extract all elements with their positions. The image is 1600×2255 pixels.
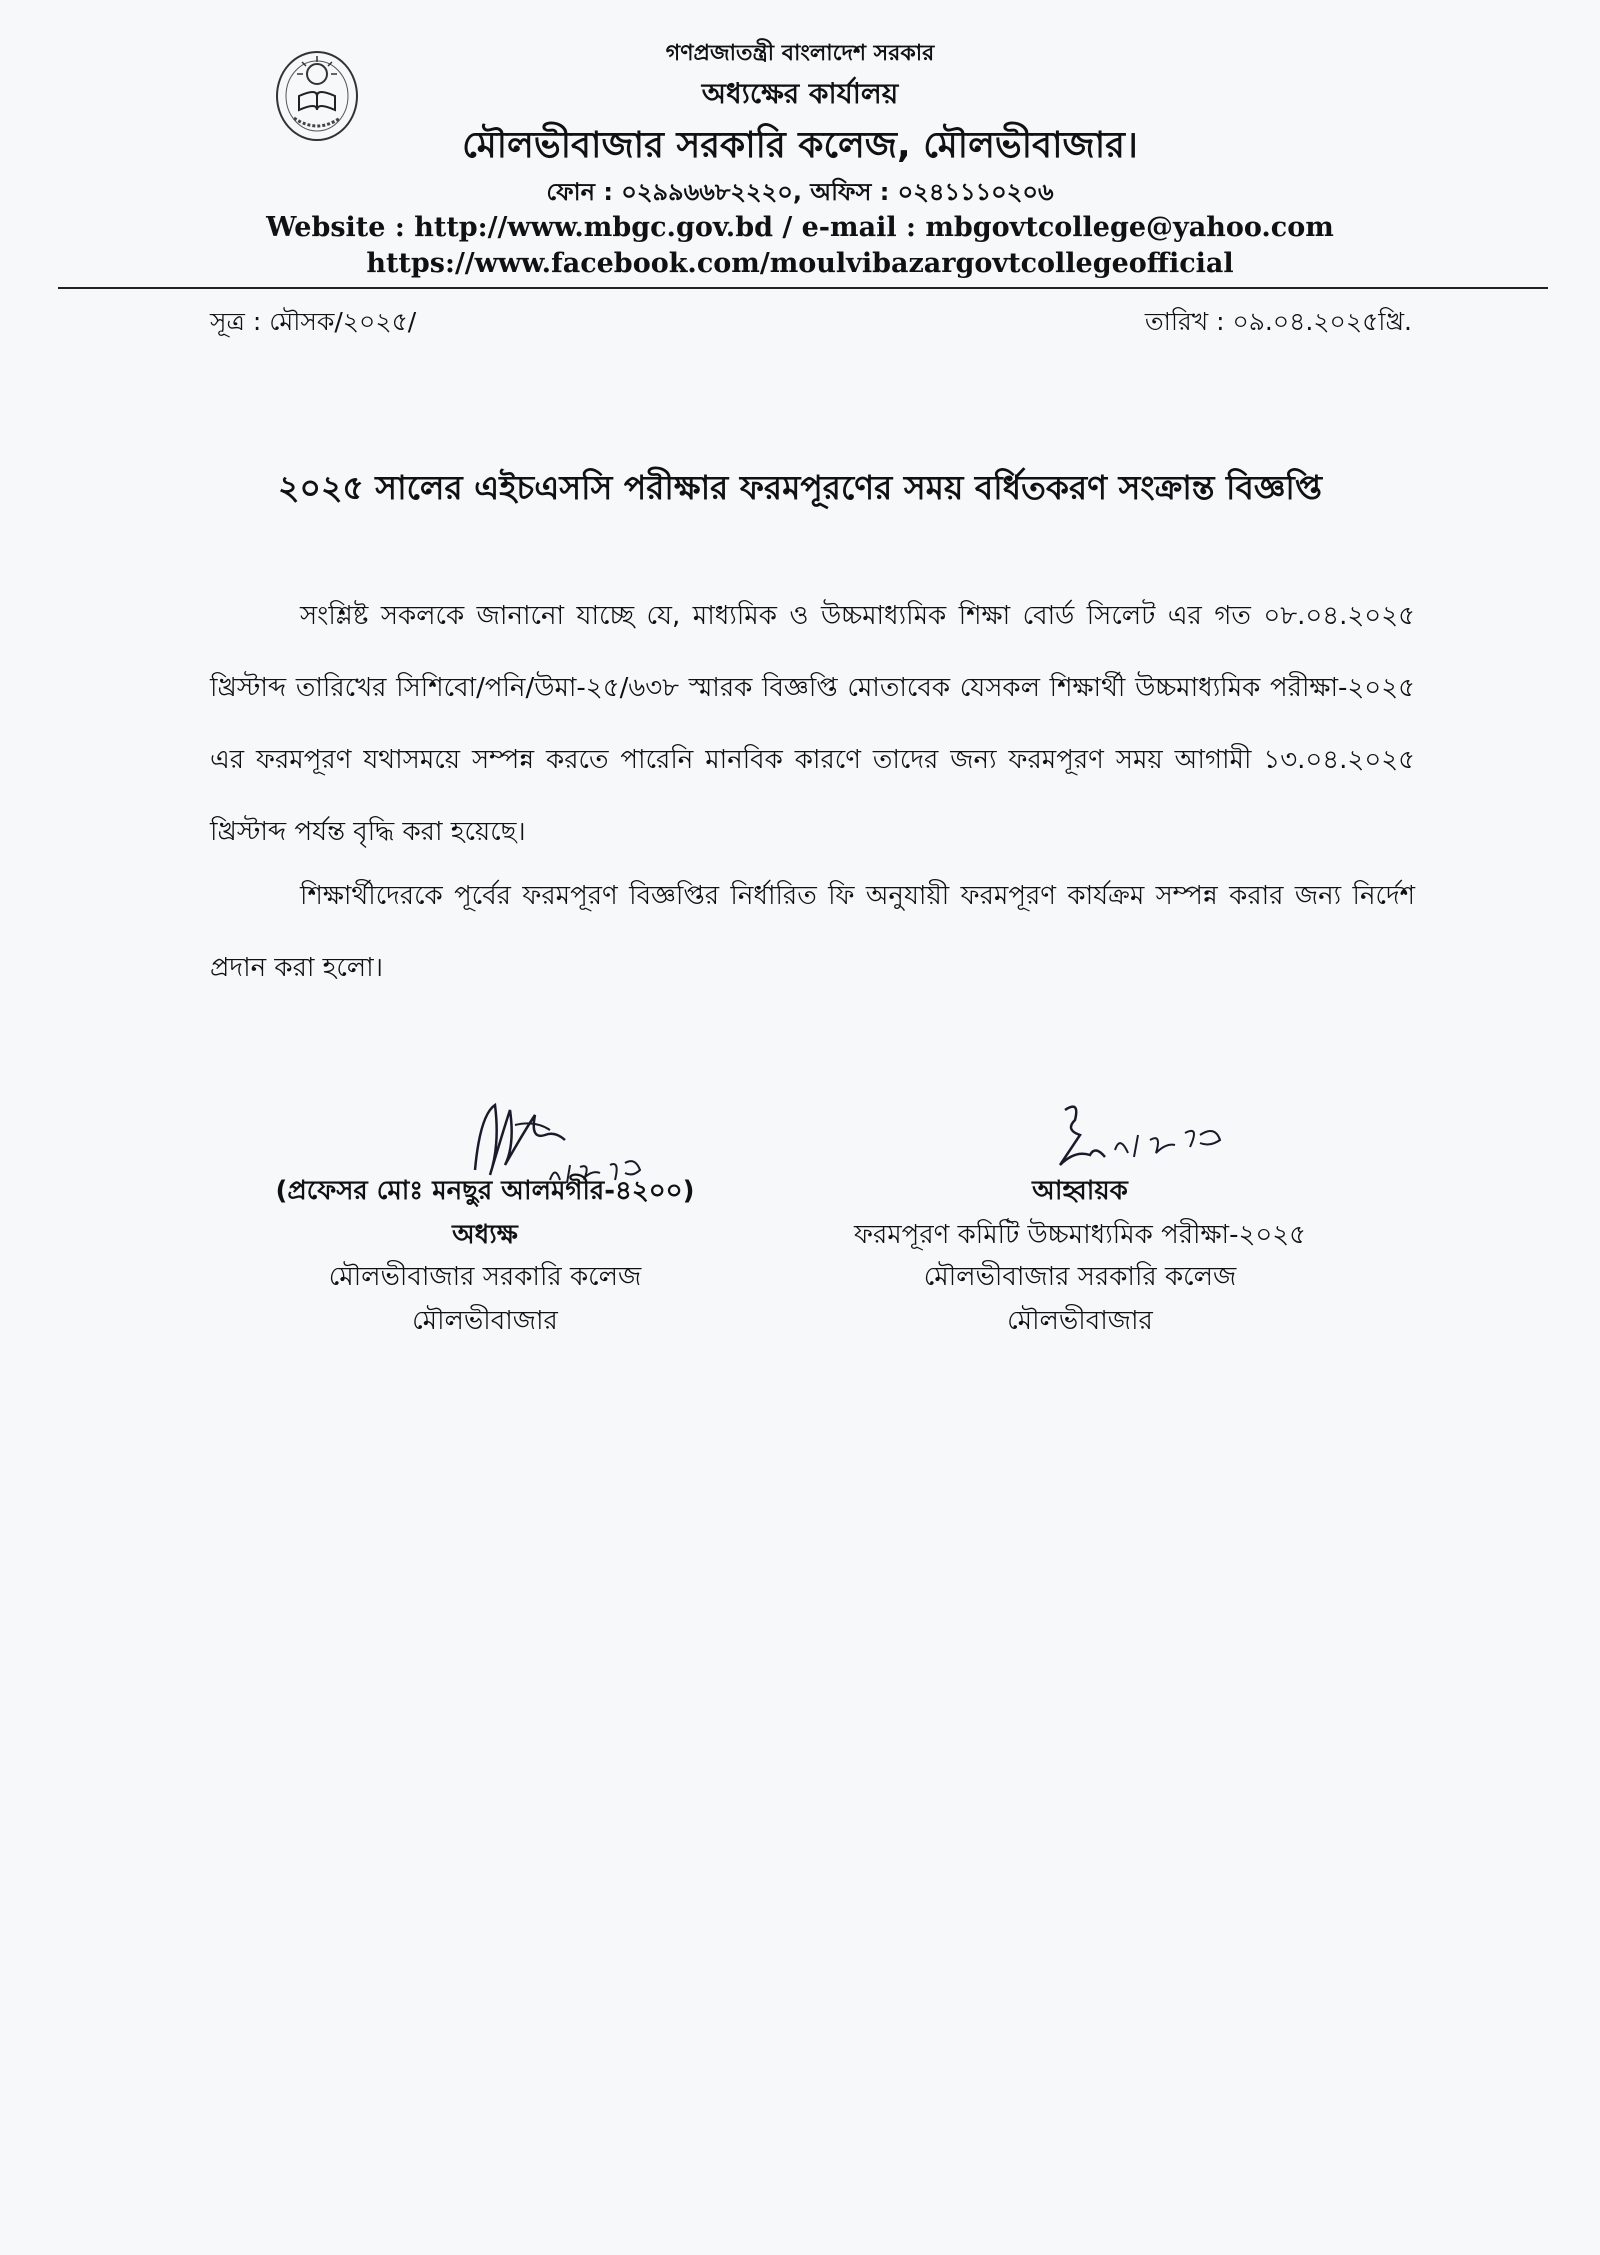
convener-committee: ফরমপূরণ কমিটি উচ্চমাধ্যমিক পরীক্ষা-২০২৫ (853, 1220, 1307, 1250)
convener-organization: মৌলভীবাজার সরকারি কলেজ (923, 1262, 1237, 1292)
notice-date: তারিখ : ০৯.০৪.২০২৫খ্রি. (1144, 307, 1412, 336)
principal-organization: মৌলভীবাজার সরকারি কলেজ (328, 1262, 642, 1292)
principal-designation: অধ্যক্ষ (452, 1220, 518, 1250)
principal-location: মৌলভীবাজার (412, 1306, 558, 1336)
website-email-line: Website : http://www.mbgc.gov.bd / e-mail : mbgovtcollege@yahoo.com (266, 212, 1334, 243)
notice-title: ২০২৫ সালের এইচএসসি পরীক্ষার ফরমপূরণের সময় বর্ধিতকরণ সংক্রান্ত বিজ্ঞপ্তি (278, 468, 1322, 507)
reference-number: সূত্র : মৌসক/২০২৫/ (210, 307, 417, 336)
convener-location: মৌলভীবাজার (1007, 1306, 1153, 1336)
phone-line: ফোন : ০২৯৯৬৬৮২২২০, অফিস : ০২৪১১১০২০৬ (546, 178, 1054, 206)
college-name: মৌলভীবাজার সরকারি কলেজ, মৌলভীবাজার। (462, 125, 1138, 166)
principal-name: (প্রফেসর মোঃ মনছুর আলমগীর-৪২০০) (275, 1176, 695, 1206)
convener-signature (1050, 1095, 1250, 1175)
header-divider (58, 287, 1548, 289)
office-name: অধ্যক্ষের কার্যালয় (701, 77, 899, 110)
notice-paragraph-1: সংশ্লিষ্ট সকলকে জানানো যাচ্ছে যে, মাধ্যমিক ও উচ্চমাধ্যমিক শিক্ষা বোর্ড সিলেট এর গত ০৮.০৪.২০২৫ খ্রিস্টাব্দ তারিখের সিশিবো/পনি/উমা-২৫/৬৩৮ স্মারক বিজ্ঞপ্তি মোতাবেক যেসকল শিক্ষার্থী উচ্চমাধ্যমিক পরীক্ষা-২০২৫ এর ফরমপূরণ যথাসময়ে সম্পন্ন করতে পারেনি মানবিক কারণে তাদের জন্য ফরমপূরণ সময় আগামী ১৩.০৪.২০২৫ খ্রিস্টাব্দ পর্যন্ত বৃদ্ধি করা হয়েছে। (210, 601, 1415, 847)
convener-designation: আহ্বায়ক (1032, 1176, 1128, 1206)
government-name: গণপ্রজাতন্ত্রী বাংলাদেশ সরকার (665, 41, 935, 66)
notice-paragraph-2: শিক্ষার্থীদেরকে পূর্বের ফরমপূরণ বিজ্ঞপ্তির নির্ধারিত ফি অনুযায়ী ফরমপূরণ কার্যক্রম সম্পন্ন করার জন্য নির্দেশ প্রদান করা হলো। (210, 881, 1415, 983)
facebook-link: https://www.facebook.com/moulvibazargovtcollegeofficial (366, 248, 1234, 279)
